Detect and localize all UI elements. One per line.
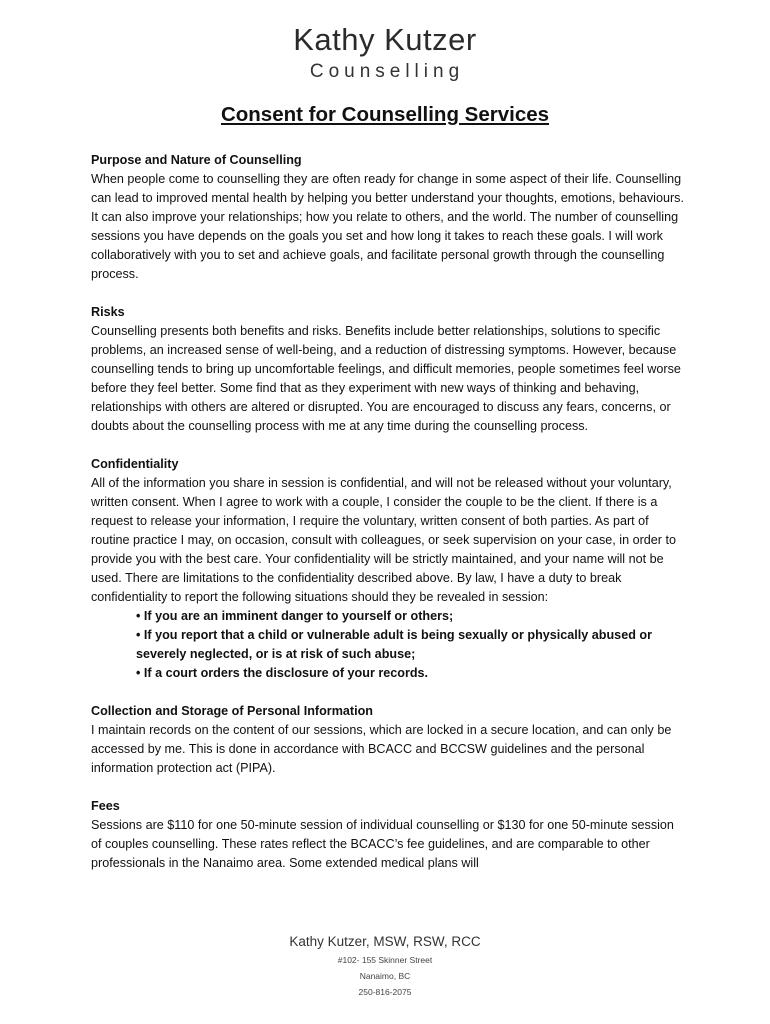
document-title: Consent for Counselling Services: [220, 103, 550, 126]
section-text: All of the information you share in session is confidential, and will not be released without your voluntary, written consent. When I agree to work with a couple, I consider the couple to be the client. If there is a request to release your information, I require the voluntary, written consent of both parties. As part of routine practice I may, on occasion, consult with colleagues, or seek supervision on your case, in order to provide you with the best care. Your confidentiality will be strictly maintained, and your name will not be used. There are limitations to the confidentiality described above. By law, I have a duty to break confidentiality to report the following situations should they be revealed in session:: [91, 476, 676, 604]
section-heading: Collection and Storage of Personal Information: [91, 704, 373, 718]
section-fees: [91, 797, 687, 873]
page-footer: [0, 932, 770, 1000]
section-text: When people come to counselling they are often ready for change in some aspect of their life. Counselling can lead to improved mental health by helping you better understand your thoughts, emotions, behaviours. It can also improve your relationships; how you relate to others, and the world. The number of counselling sessions you have depends on the goals you set and how long it takes to reach these goals. I will work collaboratively with you to set and achieve goals, and facilitate personal growth through the counselling process.: [91, 172, 684, 281]
footer-phone: 250-816-2075: [358, 987, 412, 997]
section-purpose: [91, 151, 687, 284]
section-collection: [91, 702, 687, 778]
section-text: Sessions are $110 for one 50-minute session of individual counselling or $130 for one 50-minute session of couples counselling. These rates reflect the BCACC’s fee guidelines, and are comparable to other professionals in the Nanaimo area. Some extended medical plans will: [91, 818, 674, 870]
logo-subtitle: Counselling: [309, 61, 465, 82]
list-item: • If you report that a child or vulnerable adult is being sexually or physically abused or severely neglected, or is at risk of such abuse;: [136, 628, 652, 661]
section-heading: Purpose and Nature of Counselling: [91, 153, 302, 167]
footer-city: Nanaimo, BC: [359, 971, 411, 981]
logo: [0, 22, 770, 84]
reporting-list: [91, 607, 687, 683]
section-heading: Fees: [91, 799, 120, 813]
section-confidentiality: [91, 455, 687, 683]
list-item: • If a court orders the disclosure of your records.: [136, 666, 429, 680]
section-risks: [91, 303, 687, 436]
footer-address: #102- 155 Skinner Street: [337, 955, 433, 965]
section-text: Counselling presents both benefits and risks. Benefits include better relationships, solutions to specific problems, an increased sense of well-being, and a reduction of distressing symptoms. However, because counselling tends to bring up uncomfortable feelings, and difficult memories, people sometimes feel worse before they feel better. Some find that as they experiment with new ways of thinking and behaving, relationships with others are altered or disrupted. You are encouraged to discuss any fears, concerns, or doubts about the counselling process with me at any time during the counselling process.: [91, 324, 681, 433]
section-heading: Confidentiality: [91, 457, 179, 471]
section-heading: Risks: [91, 305, 125, 319]
footer-name: Kathy Kutzer, MSW, RSW, RCC: [289, 934, 481, 949]
document-body: [91, 151, 687, 892]
section-text: I maintain records on the content of our sessions, which are locked in a secure location, and can only be accessed by me. This is done in accordance with BCACC and BCCSW guidelines and the personal information protection act (PIPA).: [91, 723, 672, 775]
list-item: • If you are an imminent danger to yourself or others;: [136, 609, 454, 623]
logo-name: Kathy Kutzer: [293, 22, 477, 57]
